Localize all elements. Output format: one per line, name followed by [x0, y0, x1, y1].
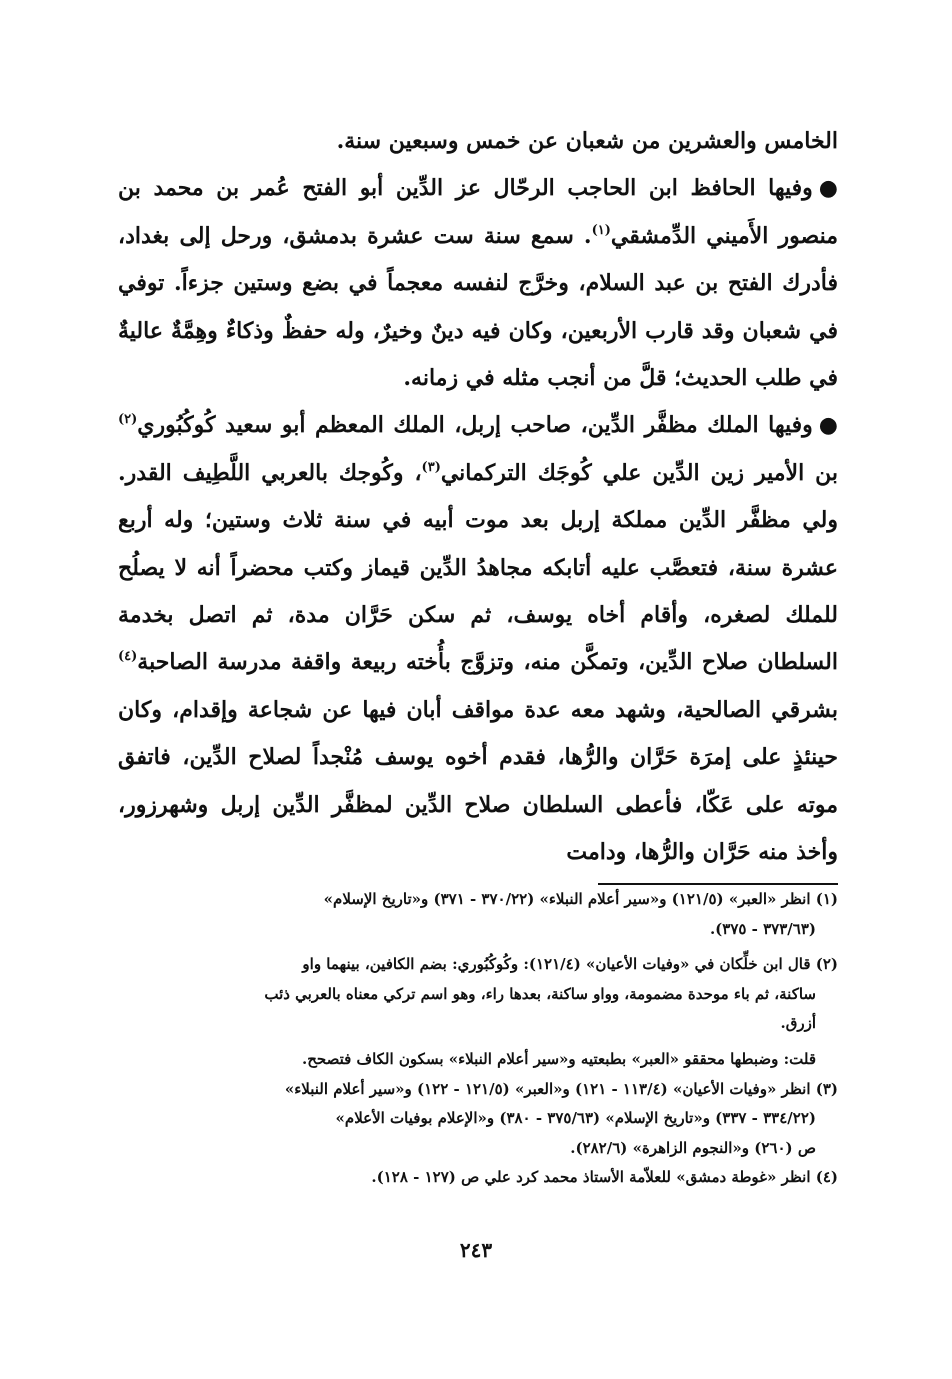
paragraph-1: الخامس والعشرين من شعبان عن خمس وسبعين سنة. [336, 128, 838, 154]
footnote-2-line-3: أزرق. [780, 1014, 816, 1033]
paragraph-3 [118, 402, 838, 876]
footnote-1: (١) انظر «العبر» (١٢١/٥) و«سير أعلام النبلاء» (٣٧٠/٢٢ - ٣٧١) و«تاريخ الإسلام» [323, 890, 838, 908]
paragraph-3-text-b: بن الأمير زين الدِّين علي كُوجَك التركماني [440, 459, 838, 486]
footnote-3-line-3: ص (٢٦٠) و«النجوم الزاهرة» (٢٨٢/٦). [570, 1138, 816, 1157]
footnote-2: (٢) قال ابن خلِّكان في «وفيات الأعيان» (١٢١/٤): وكُوكُبُوري: بضم الكافين، بينهما واو [302, 955, 838, 974]
page-number: ٢٤٣ [459, 1238, 493, 1262]
paragraph-3-text-a: وفيها الملك مظفَّر الدِّين، صاحب إربل، الملك المعظم أبو سعيد كُوكُبُوري [137, 412, 813, 439]
main-text [118, 118, 838, 877]
footnote-ref-1: (١) [591, 222, 611, 238]
paragraph-2-text-b: . سمع سنة ست عشرة بدمشق، ورحل إلى بغداد، فأدرك الفتح بن عبد السلام، وخرَّج لنفسه معجماً في بضع وستين جزءاً. توفي في شعبان وقد قارب الأربعين، وكان فيه دينٌ وخيرٌ، وله حفظٌ وذكاءٌ وهِمَّةٌ عاليةٌ في طلب الحديث؛ قلَّ من أنجب مثله في زمانه. [118, 222, 838, 392]
footnote-3: (٣) انظر «وفيات الأعيان» (١١٣/٤ - ١٢١) و«العبر» (١٢١/٥ - ١٢٢) و«سير أعلام النبلاء» [284, 1079, 838, 1098]
footnote-1-continued: (٣٧٣/٦٣ - ٣٧٥). [709, 919, 816, 938]
paragraph-3-text-d: بشرقي الصالحية، وشهد معه عدة مواقف أبان فيها عن شجاعة وإقدام، وكان حينئذٍ على إمرَة حَرَّان والرُّها، فقدم أخوه يوسف مُنْجداً لصلاح الدِّين، فاتفق موته على عَكّا، فأعطى السلطان صلاح الدِّين لمظفَّر الدِّين إربل وشهرزور، وأخذ منه حَرَّان والرُّها، ودامت [118, 696, 838, 866]
bullet-icon: ● [818, 412, 838, 439]
footnotes [118, 885, 838, 1193]
footnote-2-line-2: ساكنة، ثم باء موحدة مضمومة، وواو ساكنة، بعدها راء، وهو اسم تركي معناه بالعربي ذئب [264, 984, 816, 1003]
footnote-ref-2: (٢) [118, 412, 138, 428]
bullet-icon: ● [818, 175, 838, 202]
footnote-3-line-2: (٣٣٤/٢٢ - ٣٣٧) و«تاريخ الإسلام» (٣٧٥/٦٣ - ٣٨٠) و«الإعلام بوفيات الأعلام» [335, 1109, 816, 1128]
footnote-ref-3: (٣) [421, 459, 441, 475]
footnote-4: (٤) انظر «غوطة دمشق» للعلاّمة الأستاذ محمد كرد علي ص (١٢٧ - ١٢٨). [371, 1168, 838, 1187]
footnote-2-remark: قلت: وضبطها محققو «العبر» بطبعتيه و«سير أعلام النبلاء» بسكون الكاف فتصحح. [302, 1049, 816, 1068]
footnote-ref-4: (٤) [118, 649, 138, 665]
paragraph-2 [118, 165, 838, 402]
paragraph-2-text-a: وفيها الحافظ ابن الحاجب الرحّال عز الدِّين أبو الفتح عُمر بن محمد بن منصور الأَميني الدِّمشقي [118, 175, 838, 249]
paragraph-3-text-c: ، وكُوجك بالعربي اللَّطِيف القدر. ولي مظفَّر الدِّين مملكة إربل بعد موت أبيه في سنة ثلاث وستين؛ وله أربع عشرة سنة، فتعصَّب عليه أتابكه مجاهدُ الدِّين قيماز وكتب محضراً أنه لا يصلُح للملك لصغره، وأقام أخاه يوسف، ثم سكن حَرَّان مدة، ثم اتصل بخدمة السلطان صلاح الدِّين، وتمكَّن منه، وتزوَّج بأُخته ربيعة واقفة مدرسة الصاحبة [118, 459, 838, 676]
